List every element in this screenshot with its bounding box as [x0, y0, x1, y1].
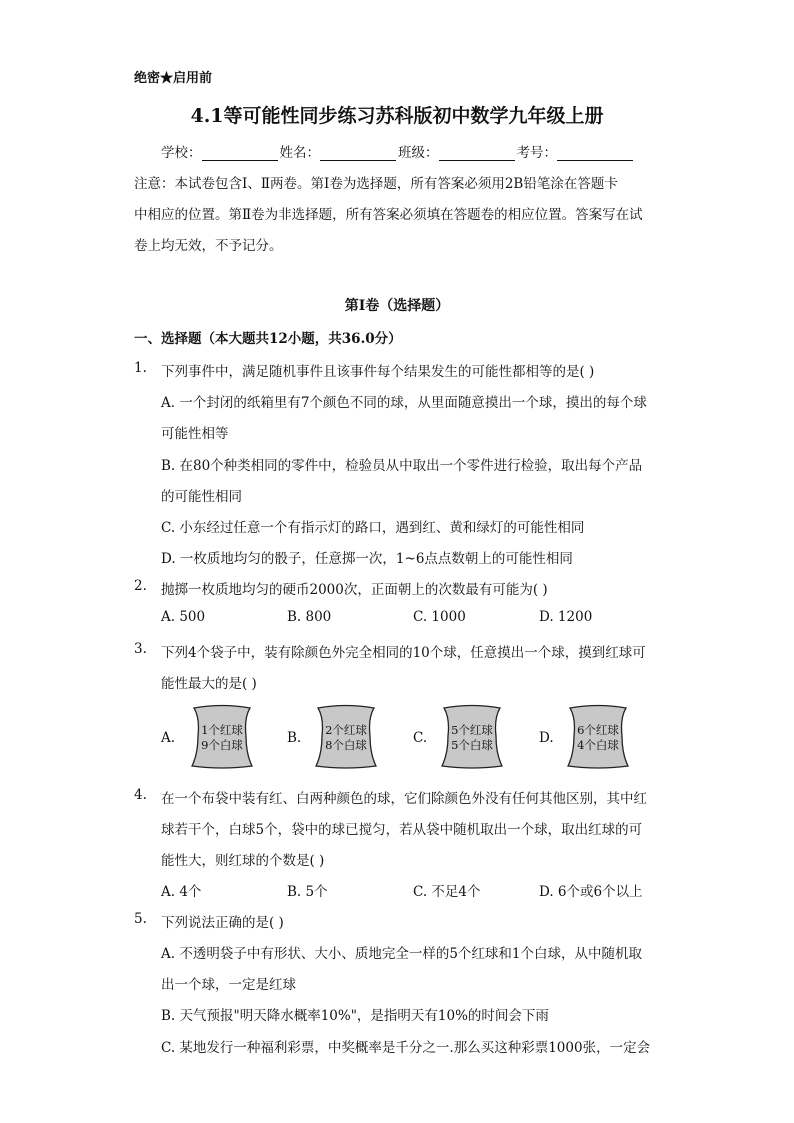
bag-red-count: 5个红球: [451, 723, 493, 737]
bag-c-image: [438, 704, 506, 770]
option-b: B. 5个: [287, 884, 328, 900]
class-blank[interactable]: [439, 146, 515, 161]
notice-line: 卷上均无效，不予记分。: [134, 238, 283, 254]
bag-icon: [188, 704, 256, 770]
school-label: 学校：: [161, 145, 202, 161]
section-title: 第Ⅰ卷（选择题）: [344, 298, 450, 314]
bag-b-image: [312, 704, 380, 770]
option-c: C. 不足4个: [413, 884, 481, 900]
bag-red-count: 2个红球: [325, 723, 367, 737]
option-b: B. 在80个种类相同的零件中，检验员从中取出一个零件进行检验，取出每个产品: [161, 458, 643, 474]
option-d: D. 一枚质地均匀的骰子，任意掷一次，1~6点点数朝上的可能性相同: [161, 551, 573, 567]
notice-line: 注意：本试卷包含Ⅰ、Ⅱ两卷。第Ⅰ卷为选择题，所有答案必须用2B铅笔涂在答题卡: [134, 176, 618, 192]
option-a: A. 4个: [161, 884, 202, 900]
confidential-label: 绝密★启用前: [134, 71, 213, 86]
option-c-letter: C.: [413, 730, 428, 746]
question-text: 在一个布袋中装有红、白两种颜色的球，它们除颜色外没有任何其他区别，其中红: [161, 791, 647, 807]
bag-icon: [312, 704, 380, 770]
name-label: 姓名：: [279, 145, 320, 161]
bag-white-count: 8个白球: [325, 738, 367, 752]
name-blank[interactable]: [320, 146, 396, 161]
option-a-cont: 出一个球，一定是红球: [161, 977, 296, 993]
bag-white-count: 5个白球: [451, 738, 493, 752]
option-b-letter: B.: [287, 730, 302, 746]
option-b-cont: 的可能性相同: [161, 489, 242, 505]
bag-a-image: [188, 704, 256, 770]
question-text: 下列说法正确的是( ): [161, 915, 284, 931]
notice-line: 中相应的位置。第Ⅱ卷为非选择题，所有答案必须填在答题卷的相应位置。答案写在试: [134, 207, 643, 223]
question-text: 抛掷一枚质地均匀的硬币2000次，正面朝上的次数最有可能为( ): [161, 582, 548, 598]
option-a: A. 500: [161, 609, 206, 625]
question-number: 2.: [134, 578, 147, 594]
bag-d-image: [564, 704, 632, 770]
question-text: 下列事件中，满足随机事件且该事件每个结果发生的可能性都相等的是( ): [161, 364, 595, 380]
bag-white-count: 9个白球: [201, 738, 243, 752]
class-label: 班级：: [398, 145, 439, 161]
option-b: B. 800: [287, 609, 332, 625]
bag-red-count: 1个红球: [201, 723, 243, 737]
option-a: A. 一个封闭的纸箱里有7个颜色不同的球，从里面随意摸出一个球，摸出的每个球: [161, 395, 647, 411]
school-blank[interactable]: [202, 146, 278, 161]
option-d: D. 1200: [539, 609, 593, 625]
bag-red-count: 6个红球: [577, 723, 619, 737]
bag-icon: [564, 704, 632, 770]
option-b: B. 天气预报"明天降水概率10%"，是指明天有10%的时间会下雨: [161, 1008, 549, 1024]
question-number: 4.: [134, 787, 147, 803]
question-number: 3.: [134, 641, 147, 657]
bag-white-count: 4个白球: [577, 738, 619, 752]
option-d: D. 6个或6个以上: [539, 884, 643, 900]
exam-title: 4.1等可能性同步练习苏科版初中数学九年级上册: [190, 105, 604, 127]
question-number: 1.: [134, 360, 147, 376]
question-number: 5.: [134, 911, 147, 927]
option-c: C. 1000: [413, 609, 466, 625]
question-text: 下列4个袋子中，装有除颜色外完全相同的10个球，任意摸出一个球，摸到红球可: [161, 645, 646, 661]
exam-no-label: 考号：: [516, 145, 557, 161]
option-a-cont: 可能性相等: [161, 426, 229, 442]
exam-no-blank[interactable]: [557, 146, 633, 161]
question-text-cont: 球若干个，白球5个，袋中的球已搅匀，若从袋中随机取出一个球，取出红球的可: [161, 822, 643, 838]
option-d-letter: D.: [539, 730, 554, 746]
question-text-cont: 能性大，则红球的个数是( ): [161, 853, 325, 869]
option-a-letter: A.: [161, 730, 176, 746]
option-c: C. 某地发行一种福利彩票，中奖概率是千分之一.那么买这种彩票1000张，一定会: [161, 1040, 651, 1056]
bag-icon: [438, 704, 506, 770]
option-c: C. 小东经过任意一个有指示灯的路口，遇到红、黄和绿灯的可能性相同: [161, 520, 585, 536]
option-a: A. 不透明袋子中有形状、大小、质地完全一样的5个红球和1个白球，从中随机取: [161, 946, 643, 962]
part-title: 一、选择题（本大题共12小题，共36.0分）: [134, 331, 402, 347]
question-text-cont: 能性最大的是( ): [161, 676, 257, 692]
student-info-row: [161, 141, 635, 161]
